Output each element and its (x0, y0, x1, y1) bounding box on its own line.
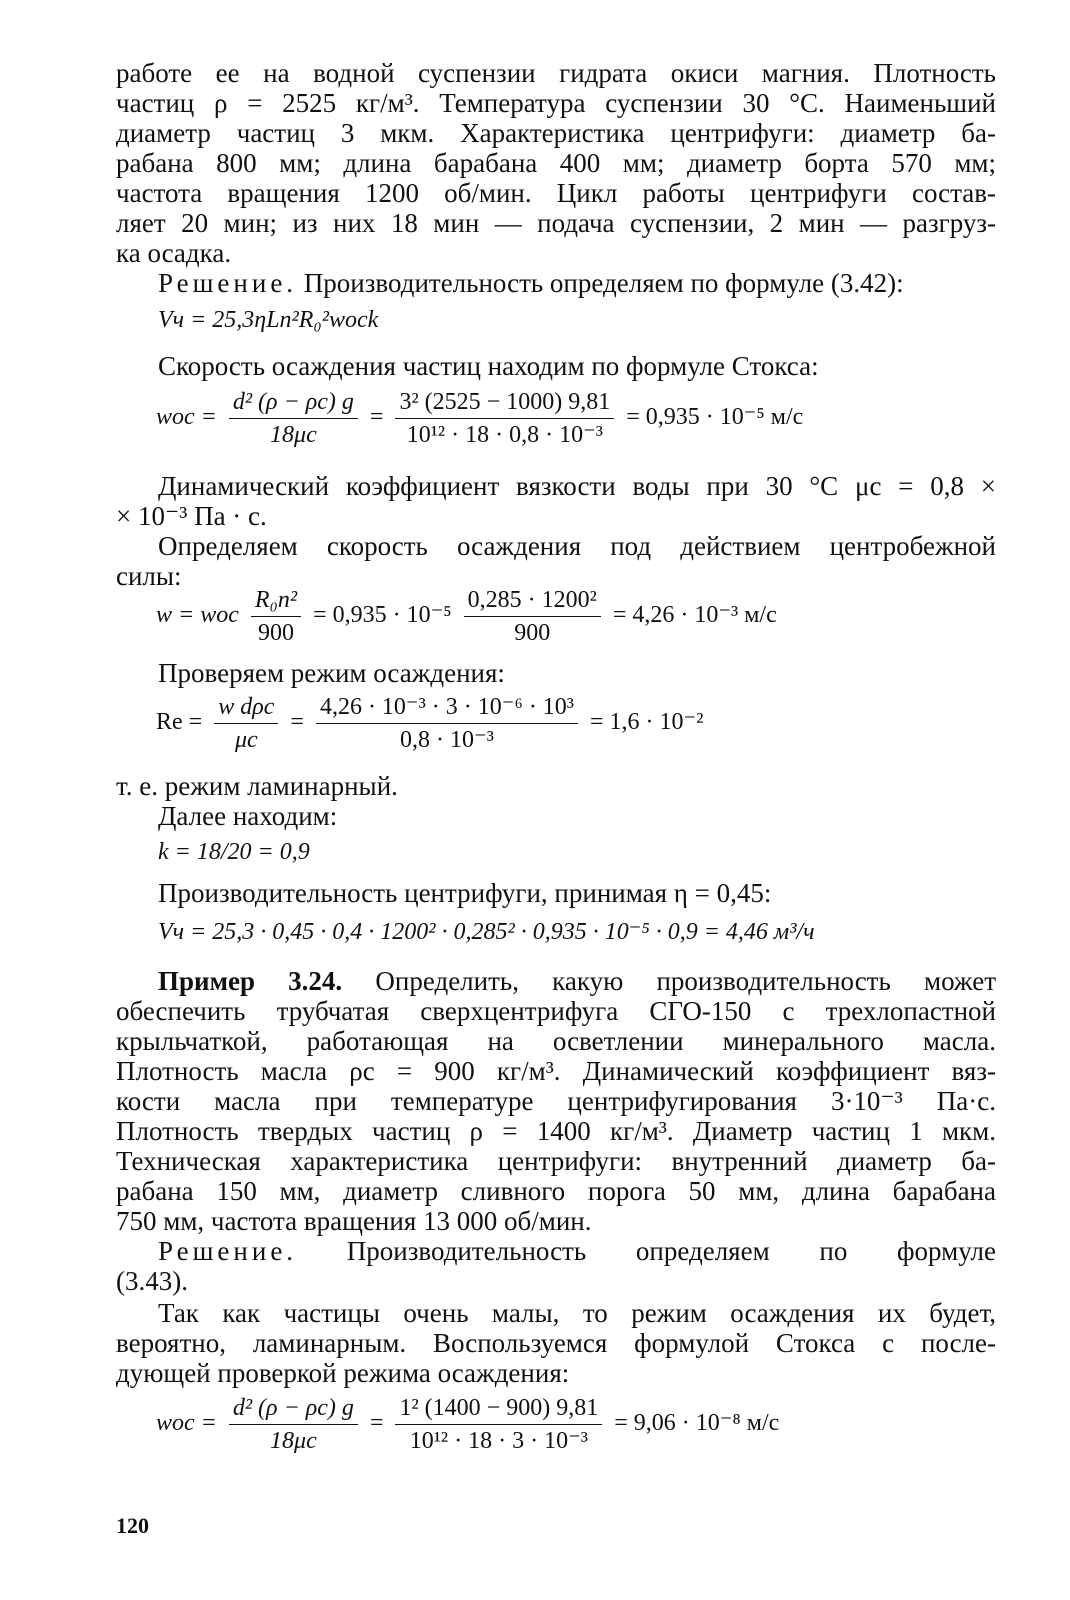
text-line: силы: (116, 561, 182, 591)
text-line: ка осадка. (116, 238, 232, 268)
numerator: 4,26 · 10⁻³ · 3 · 10⁻⁶ · 10³ (316, 693, 578, 724)
fraction (251, 586, 301, 647)
text-line: диаметр частиц 3 мкм. Характеристика центрифуги: диаметр ба- (116, 118, 996, 148)
text-line: Далее находим: (158, 801, 338, 831)
solution-paragraph (158, 1236, 996, 1266)
formula-middle: = 0,935 · 10⁻⁵ (313, 602, 452, 629)
numerator: d² (ρ − ρс) g (229, 388, 358, 419)
formula-lhs: wос = (156, 1410, 217, 1437)
fraction (464, 586, 601, 647)
numerator: d² (ρ − ρс) g (229, 1394, 358, 1425)
text-line: × 10⁻³ Па · с. (116, 501, 267, 531)
denominator: 10¹² · 18 · 0,8 · 10⁻³ (406, 422, 603, 448)
formula-reynolds (156, 693, 703, 754)
solution-paragraph (158, 268, 996, 298)
formula-centrifugal (156, 586, 777, 647)
text-line: обеспечить трубчатая сверхцентрифуга СГО-150 с трехлопастной (116, 996, 996, 1026)
numerator: 3² (2525 − 1000) 9,81 (395, 388, 614, 419)
denominator: 900 (257, 620, 294, 646)
numerator: 1² (1400 − 900) 9,81 (395, 1394, 602, 1425)
text-line: Проверяем режим осаждения: (158, 658, 505, 688)
text-line: ляет 20 мин; из них 18 мин — подача суспензии, 2 мин — разгруз- (116, 208, 996, 238)
solution-label: Решение. (158, 268, 298, 298)
denominator: 18μс (270, 422, 317, 448)
equals-sign: = (369, 404, 384, 431)
text-line: вероятно, ламинарным. Воспользуемся формулой Стокса с после- (116, 1328, 996, 1358)
text-line: дующей проверкой режима осаждения: (116, 1358, 570, 1388)
denominator: μс (234, 727, 258, 753)
page-number: 120 (116, 1513, 149, 1538)
formula-result: = 0,935 · 10⁻⁵ м/с (626, 404, 804, 431)
formula-capacity-result: Vч = 25,3 · 0,45 · 0,4 · 1200² · 0,285² · 0,935 · 10⁻⁵ · 0,9 = 4,46 м³/ч (158, 919, 815, 945)
text-line: частиц ρ = 2525 кг/м³. Температура суспензии 30 °С. Наименьший (116, 88, 996, 118)
denominator: 18μс (270, 1428, 317, 1454)
text-line: рабана 800 мм; длина барабана 400 мм; диаметр борта 570 мм; (116, 148, 996, 178)
text-line: Плотность твердых частиц ρ = 1400 кг/м³. Диаметр частиц 1 мкм. (116, 1116, 996, 1146)
denominator: 10¹² · 18 · 3 · 10⁻³ (409, 1428, 588, 1454)
fraction (316, 693, 578, 754)
solution-text: Производительность определяем по формуле (3.42): (297, 268, 904, 298)
example-heading-line (158, 966, 996, 996)
formula-lhs: Re = (156, 709, 203, 736)
formula-stokes (156, 388, 803, 449)
text-line: Скорость осаждения частиц находим по формуле Стокса: (158, 351, 819, 381)
formula-result: = 4,26 · 10⁻³ м/с (612, 602, 777, 629)
text-line: работе ее на водной суспензии гидрата окиси магния. Плотность (116, 58, 996, 88)
fraction (229, 388, 358, 449)
numerator: R₀n² (251, 586, 301, 617)
example-text: Определить, какую производительность может (342, 966, 996, 996)
text-line: Определяем скорость осаждения под действием центробежной (158, 531, 996, 561)
text-line: Техническая характеристика центрифуги: внутренний диаметр ба- (116, 1146, 996, 1176)
formula-result: = 9,06 · 10⁻⁸ м/с (614, 1410, 780, 1437)
formula-lhs: wос = (156, 404, 217, 431)
text-line: 750 мм, частота вращения 13 000 об/мин. (116, 1206, 592, 1236)
numerator: 0,285 · 1200² (464, 586, 601, 617)
formula-result: = 1,6 · 10⁻² (590, 709, 704, 736)
formula-stokes-oil (156, 1394, 779, 1455)
text-line: Так как частицы очень малы, то режим осаждения их будет, (158, 1298, 996, 1328)
denominator: 0,8 · 10⁻³ (400, 727, 494, 753)
text-line: рабана 150 мм, диаметр сливного порога 50 мм, длина барабана (116, 1176, 996, 1206)
equals-sign: = (290, 709, 304, 736)
formula-k: k = 18/20 = 0,9 (158, 839, 310, 865)
text-line: частота вращения 1200 об/мин. Цикл работы центрифуги состав- (116, 178, 996, 208)
fraction (214, 693, 278, 754)
fraction (395, 388, 614, 449)
example-label: Пример 3.24. (158, 966, 343, 996)
text-line: (3.43). (116, 1266, 188, 1296)
text-line: кости масла при температуре центрифугирования 3·10⁻³ Па·с. (116, 1086, 996, 1116)
fraction (395, 1394, 602, 1455)
formula-lhs: w = wос (156, 602, 239, 629)
formula-capacity: Vч = 25,3ηLn²R₀²wосk (158, 307, 379, 333)
text-line: т. е. режим ламинарный. (116, 771, 398, 801)
solution-text: Производительность определяем по формуле (297, 1236, 996, 1266)
solution-label: Решение. (158, 1236, 298, 1266)
fraction (229, 1394, 358, 1455)
text-line: Динамический коэффициент вязкости воды при 30 °С μс = 0,8 × (158, 471, 996, 501)
numerator: w dρс (214, 693, 278, 724)
text-line: Плотность масла ρс = 900 кг/м³. Динамический коэффициент вяз- (116, 1056, 996, 1086)
equals-sign: = (369, 1410, 384, 1437)
denominator: 900 (514, 620, 551, 646)
text-line: Производительность центрифуги, принимая η = 0,45: (158, 878, 772, 908)
text-line: крыльчаткой, работающая на осветлении минерального масла. (116, 1026, 996, 1056)
